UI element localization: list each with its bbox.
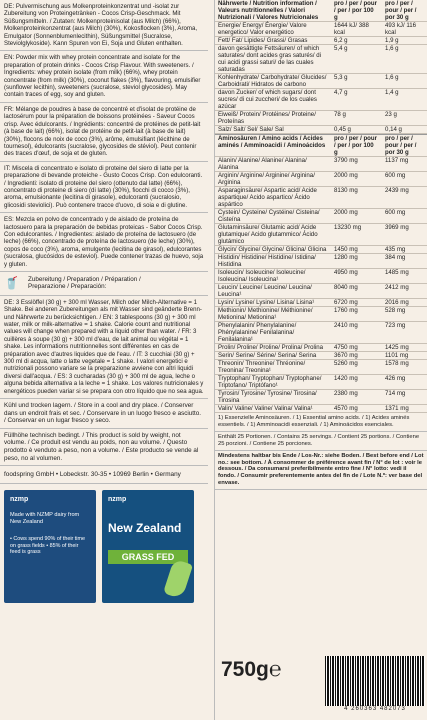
amino-per-100g: 13230 mg [334, 224, 362, 231]
nutrition-per-100g: 4,7 g [334, 89, 348, 96]
nutrition-row [215, 74, 427, 89]
best-before-note: Mindestens haltbar bis Ende / Los-Nr.: siehe Boden. / Best before end / Lot no.: see bottom. / À consommer de préférence avant fin / N° de lot : voir le dessous. / Da consumarsi preferibilmente entro fine / N° lotto: vedi il fondo. / Consumir preferentemente antes del fin de / Lote N.º: ver base del envase. [215, 451, 427, 491]
nutrition-header-30g: pro / per / pour / per / por 30 g [385, 0, 417, 21]
shaker-icon: 🥤 [4, 276, 19, 291]
amino-label: Phenylalanin/ Phenylalanine/ Phénylalanine/ Fenilalanina/ Fenilalanina¹ [218, 322, 297, 343]
amino-label: Arginin/ Arginine/ Arginine/ Arginina/ Arginina [218, 172, 315, 186]
new-zealand-map-icon [163, 559, 193, 599]
amino-header-100g: pro / per / pour / per / por 100 g [334, 135, 377, 156]
nutrition-header-label: Nährwerte / Nutrition information / Valeurs nutritionnelles / Valori Nutrizionali / Valores Nutricionales [218, 0, 319, 21]
description-fr: FR: Mélange de poudres à base de concentré et d'isolat de protéine de lactosérum pour la préparation de boissons protéinées - Saveur Cocos crisp. Avec édulcorants. / Ingrédients: concentré de protéines de petit-lait (à base de lait) (66%), isolat de protéine de petit-lait (à base de lait) (30%), flocons de noix de coco (3%), arôme, émulsifiant (lécithine de tournesol), édulcorants (sucralose, glycosides de stéviol). Peut contenir des traces d'œuf, de soja et de gluten. [0, 103, 208, 162]
nutrition-per-100g: 78 g [334, 111, 346, 118]
amino-label: Glutaminsäure/ Glutamic acid/ Acide glutamique/ Acido glutammico/ Ácido glutámico [218, 224, 318, 245]
nutrition-label: Salz/ Salt/ Sel/ Sale/ Sal [218, 126, 284, 133]
essential-note: 1) Essenzielle Aminosäuren. / 1) Essential amino acids. / 1) Acides aminés essentiels. / 1) Amminoacidi essenziali. / 1) Aminoácidos esenciales. [215, 413, 427, 432]
nutrition-per-100g: 0,45 g [334, 126, 351, 133]
amino-table [215, 134, 427, 413]
amino-per-100g: 8040 mg [334, 284, 358, 291]
nutrition-label: Energie/ Energy/ Énergie/ Valore energetico/ Valor energético [218, 22, 307, 36]
amino-per-30g: 435 mg [385, 246, 406, 253]
amino-per-100g: 8130 mg [334, 187, 358, 194]
amino-label: Prolin/ Proline/ Proline/ Prolina/ Prolina [218, 344, 323, 351]
amino-row [215, 299, 427, 307]
amino-per-30g: 1578 mg [385, 360, 409, 367]
servings-note: Enthält 25 Portionen. / Contains 25 servings. / Contient 25 portions. / Contiene 25 porzioni. / Contiene 25 porciones. [215, 432, 427, 451]
nutrition-per-30g: 23 g [385, 111, 397, 118]
nutrition-per-100g: 6,2 g [334, 37, 348, 44]
nzmp-bullets: • Cows spend 90% of their time on grass fields • 85% of their feed is grass [10, 536, 85, 556]
amino-row [215, 390, 427, 405]
nutrition-per-30g: 1,6 g [385, 74, 399, 81]
amino-row [215, 157, 427, 172]
amino-label: Tryptophan/ Tryptophan/ Tryptophane/ Triptofano/ Triptófano¹ [218, 375, 322, 389]
storage-text: Kühl und trocken lagern. / Store in a cool and dry place. / Conserver dans un endroit frais et sec. / Conservare in un luogo fresco e asciutto. / Conservar en un lugar fresco y seco. [0, 399, 208, 429]
amino-per-30g: 426 mg [385, 375, 406, 382]
amino-per-30g: 3969 mg [385, 224, 409, 231]
nutrition-row [215, 22, 427, 37]
amino-row [215, 254, 427, 269]
amino-row [215, 246, 427, 254]
nutrition-label: Kohlenhydrate/ Carbohydrate/ Glucides/ Carboidrati/ Hidratos de carbono [218, 74, 327, 88]
amino-per-100g: 2000 mg [334, 209, 358, 216]
description-en: EN: Powder mix with whey protein concentrate and isolate for the preparation of protein drinks - Cocos Crisp Flavour. With sweeteners. / Ingredients: whey protein isolate (from milk) (66%), whey protein concentrate (from milk) (30%), coconut flakes (3%), flavouring, emulsifier (sunflower lecithin), sweeteners (sucralose, steviol glycosides). May contain traces of egg, soy and gluten. [0, 51, 208, 102]
amino-label: Lysin/ Lysine/ Lysine/ Lisina/ Lisina¹ [218, 299, 315, 306]
amino-row [215, 224, 427, 246]
amino-label: Cystein/ Cysteine/ Cystéine/ Cisteina/ Cisteína [218, 209, 320, 223]
amino-row [215, 269, 427, 284]
fill-text: Füllhöhe technisch bedingt. / This product is sold by weight, not volume. / Ce produit est vendu au poids, non au volume. / Questo prodotto è venduto a peso, non a volume. / Este producto se vende al peso, no al volumen. [0, 429, 208, 466]
description-es: ES: Mezcla en polvo de concentrado y de aislado de proteína de lactosuero para la preparación de bebidas proteicas - Sabor Cocos Crisp. Con edulcorantes. / Ingredientes: aislado de proteína de lactosuero (de leche) (66%), concentrado de proteína de lactosuero (de leche) (30%), copos de coco (3%), aroma, emulgente (lecitina de girasol), edulcorantes (sucralosa, glucósidos de esteviol). Puede contener trazas de huevo, soja y gluten. [0, 213, 208, 272]
nutrition-per-100g: 5,4 g [334, 45, 348, 52]
amino-per-30g: 1425 mg [385, 344, 409, 351]
left-column [0, 0, 208, 720]
amino-per-30g: 600 mg [385, 172, 406, 179]
amino-row [215, 172, 427, 187]
amino-per-30g: 1101 mg [385, 352, 409, 359]
grass-fed-country: New Zealand [108, 521, 182, 536]
amino-per-30g: 723 mg [385, 322, 406, 329]
amino-row [215, 344, 427, 352]
amino-header [215, 135, 427, 157]
amino-per-30g: 714 mg [385, 390, 406, 397]
amino-label: Histidin/ Histidine/ Histidine/ Istidina/ Histidina [218, 254, 316, 268]
amino-row [215, 375, 427, 390]
right-column [214, 0, 427, 720]
amino-per-100g: 2380 mg [334, 390, 358, 397]
nutrition-row [215, 89, 427, 111]
amino-per-30g: 1485 mg [385, 269, 409, 276]
company-address: foodspring GmbH • Lobeckstr. 30-35 • 10969 Berlin • Germany [0, 466, 208, 484]
nzmp-text: Made with NZMP dairy from New Zealand [10, 512, 80, 526]
amino-row [215, 307, 427, 322]
barcode-number: 4 260363 482073 [344, 706, 406, 712]
nutrition-label: davon gesättigte Fettsäuren/ of which saturates/ dont acides gras saturés/ di cui acidi grassi saturi/ de las cuales saturadas [218, 45, 321, 73]
grass-fed-label: GRASS FED [108, 550, 188, 564]
grass-fed-badge: nzmp [108, 496, 127, 504]
amino-label: Asparaginsäure/ Aspartic acid/ Acide aspartique/ Acido aspartico/ Ácido aspártico [218, 187, 317, 208]
description-it: IT: Miscela di concentrato e isolato di proteine del siero di latte per la preparazione di bevande proteiche - Gusto Cocos Crisp. Con edulcoranti. / Ingredienti: isolato di proteine del siero (ottenuto dal latte) (66%), concentrato di proteine di siero (di latte) (30%), fiocchi di cocco (3%), aroma, emulsionante (lecitina di girasole), edulcoranti (sucralosio, glicosidi steviolici). Può contenere tracce d'uovo, di soia e di glutine. [0, 162, 208, 213]
amino-per-100g: 3670 mg [334, 352, 358, 359]
nutrition-row [215, 37, 427, 45]
net-weight: 750g℮ [221, 658, 282, 681]
amino-label: Tyrosin/ Tyrosine/ Tyrosine/ Tirosina/ Tirosina [218, 390, 317, 404]
amino-per-100g: 4750 mg [334, 344, 358, 351]
nutrition-per-100g: 1644 kJ/ 388 kcal [334, 22, 369, 36]
nutrition-label: Fett/ Fat/ Lipides/ Grassi/ Grasas [218, 37, 308, 44]
amino-per-30g: 528 mg [385, 307, 406, 314]
amino-row [215, 322, 427, 344]
nutrition-per-30g: 1,9 g [385, 37, 399, 44]
amino-per-100g: 4950 mg [334, 269, 358, 276]
amino-header-30g: pro / per / pour / per / por 30 g [385, 135, 417, 156]
nutrition-per-30g: 0,14 g [385, 126, 402, 133]
amino-label: Threonin/ Threonine/ Thréonine/ Treonina/ Treonina¹ [218, 360, 306, 374]
amino-per-30g: 1371 mg [385, 405, 409, 412]
amino-label: Serin/ Serine/ Sérine/ Serina/ Serina [218, 352, 317, 359]
amino-per-100g: 4570 mg [334, 405, 358, 412]
amino-per-30g: 2016 mg [385, 299, 409, 306]
nutrition-label: davon Zucker/ of which sugars/ dont sucres/ di cui zuccheri/ de los cuales azúcar [218, 89, 317, 110]
amino-label: Leucin/ Leucine/ Leucine/ Leucina/ Leucina¹ [218, 284, 312, 298]
barcode-image [325, 656, 425, 706]
amino-per-30g: 2439 mg [385, 187, 409, 194]
nutrition-per-30g: 1,4 g [385, 89, 399, 96]
nutrition-per-30g: 1,6 g [385, 45, 399, 52]
nutrition-row [215, 126, 427, 134]
amino-per-100g: 1280 mg [334, 254, 358, 261]
amino-label: Valin/ Valine/ Valine/ Valina/ Valina¹ [218, 405, 313, 412]
amino-per-100g: 2000 mg [334, 172, 358, 179]
amino-per-30g: 600 mg [385, 209, 406, 216]
prep-title-1: Zubereitung / Preparation / Préparation / [28, 276, 141, 283]
amino-per-100g: 2410 mg [334, 322, 358, 329]
prep-title-2: Preparazione / Preparación: [28, 283, 107, 291]
nutrition-header [215, 0, 427, 22]
amino-row [215, 360, 427, 375]
nzmp-badge: nzmp [10, 496, 29, 504]
amino-label: Isoleucin/ Isoleucine/ Isoleucine/ Isoleucina/ Isoleucina¹ [218, 269, 306, 283]
amino-header-label: Aminosäuren / Amino acids / Acides aminés / Amminoacidi / Aminoácidos [218, 135, 326, 149]
logos [0, 484, 208, 609]
amino-per-100g: 1420 mg [334, 375, 358, 382]
nutrition-row [215, 45, 427, 74]
nutrition-label: Eiweiß/ Protein/ Protéines/ Proteine/ Proteínas [218, 111, 316, 125]
amino-row [215, 187, 427, 209]
nutrition-row [215, 111, 427, 126]
description-de: DE: Pulvermischung aus Molkenproteinkonzentrat und -isolat zur Zubereitung von Proteingetränken - Cocos Crisp-Geschmack. Mit Süßungsmitteln. / Zutaten: Molkenproteinisolat (aus Milch) (66%), Molkenproteinkonzentrat (aus Milch) (30%), Kokosflocken (3%), Aroma, Emulgator (Sonnenblumenlecithin), Süßungsmittel (Sucralose, Steviolglykoside). Kann Spuren von Ei, Soja und Gluten enthalten. [0, 0, 208, 51]
amino-row [215, 405, 427, 413]
amino-per-30g: 1137 mg [385, 157, 409, 164]
grass-fed-logo [102, 490, 194, 603]
amino-per-100g: 6720 mg [334, 299, 358, 306]
amino-per-30g: 384 mg [385, 254, 406, 261]
amino-label: Glycin/ Glycine/ Glycine/ Glicina/ Glicina [218, 246, 327, 253]
nzmp-logo [4, 490, 96, 603]
nutrition-per-30g: 493 kJ/ 116 kcal [385, 22, 417, 36]
amino-per-100g: 5260 mg [334, 360, 358, 367]
amino-per-100g: 1450 mg [334, 246, 358, 253]
amino-row [215, 352, 427, 360]
preparation-text: DE: 3 Esslöffel (30 g) + 300 ml Wasser, Milch oder Milch-Alternative = 1 Shake. Bei anderen Zubereitungen als mit Wasser sind geänderte Brenn- und Nährwerte zu berücksichtigen. / EN: 3 tablespoons (30 g) + 300 ml water, milk or milk-alternative = 1 shake. Calorie count and nutritional values will change when prepared with a liquid other than water. / FR: 3 cuillères à soupe (30 g) + 300 ml d'eau, de lait animal ou végétal = 1 shake. Les informations nutritionnelles sont différentes en cas de préparation avec d'autres liquides que de l'eau. / IT: 3 cucchiai (30 g) + 300 ml di acqua, latte o latte vegetale = 1 shake. I valori energetici e nutrizionali possono variare se la preparazione avviene con altri liquidi diversi dall'acqua. / ES: 3 cucharadas (30 g) + 300 ml de agua, leche o alguna bebida alternativa a la leche = 1 shake. Los valores nutricionales y energéticos pueden variar si se prepara con otro líquido que no sea agua. [0, 296, 208, 399]
nutrition-per-100g: 5,3 g [334, 74, 348, 81]
amino-row [215, 209, 427, 224]
amino-per-100g: 1760 mg [334, 307, 358, 314]
preparation-heading [0, 272, 208, 296]
amino-label: Methionin/ Methionine/ Méthionine/ Metionina/ Metionina¹ [218, 307, 313, 321]
nutrition-header-100g: pro / per / pour / per / por 100 g [334, 0, 377, 21]
amino-label: Alanin/ Alanine/ Alanine/ Alanina/ Alanina [218, 157, 307, 171]
amino-row [215, 284, 427, 299]
amino-per-100g: 3790 mg [334, 157, 358, 164]
nutrition-table [215, 0, 427, 134]
amino-per-30g: 2412 mg [385, 284, 409, 291]
